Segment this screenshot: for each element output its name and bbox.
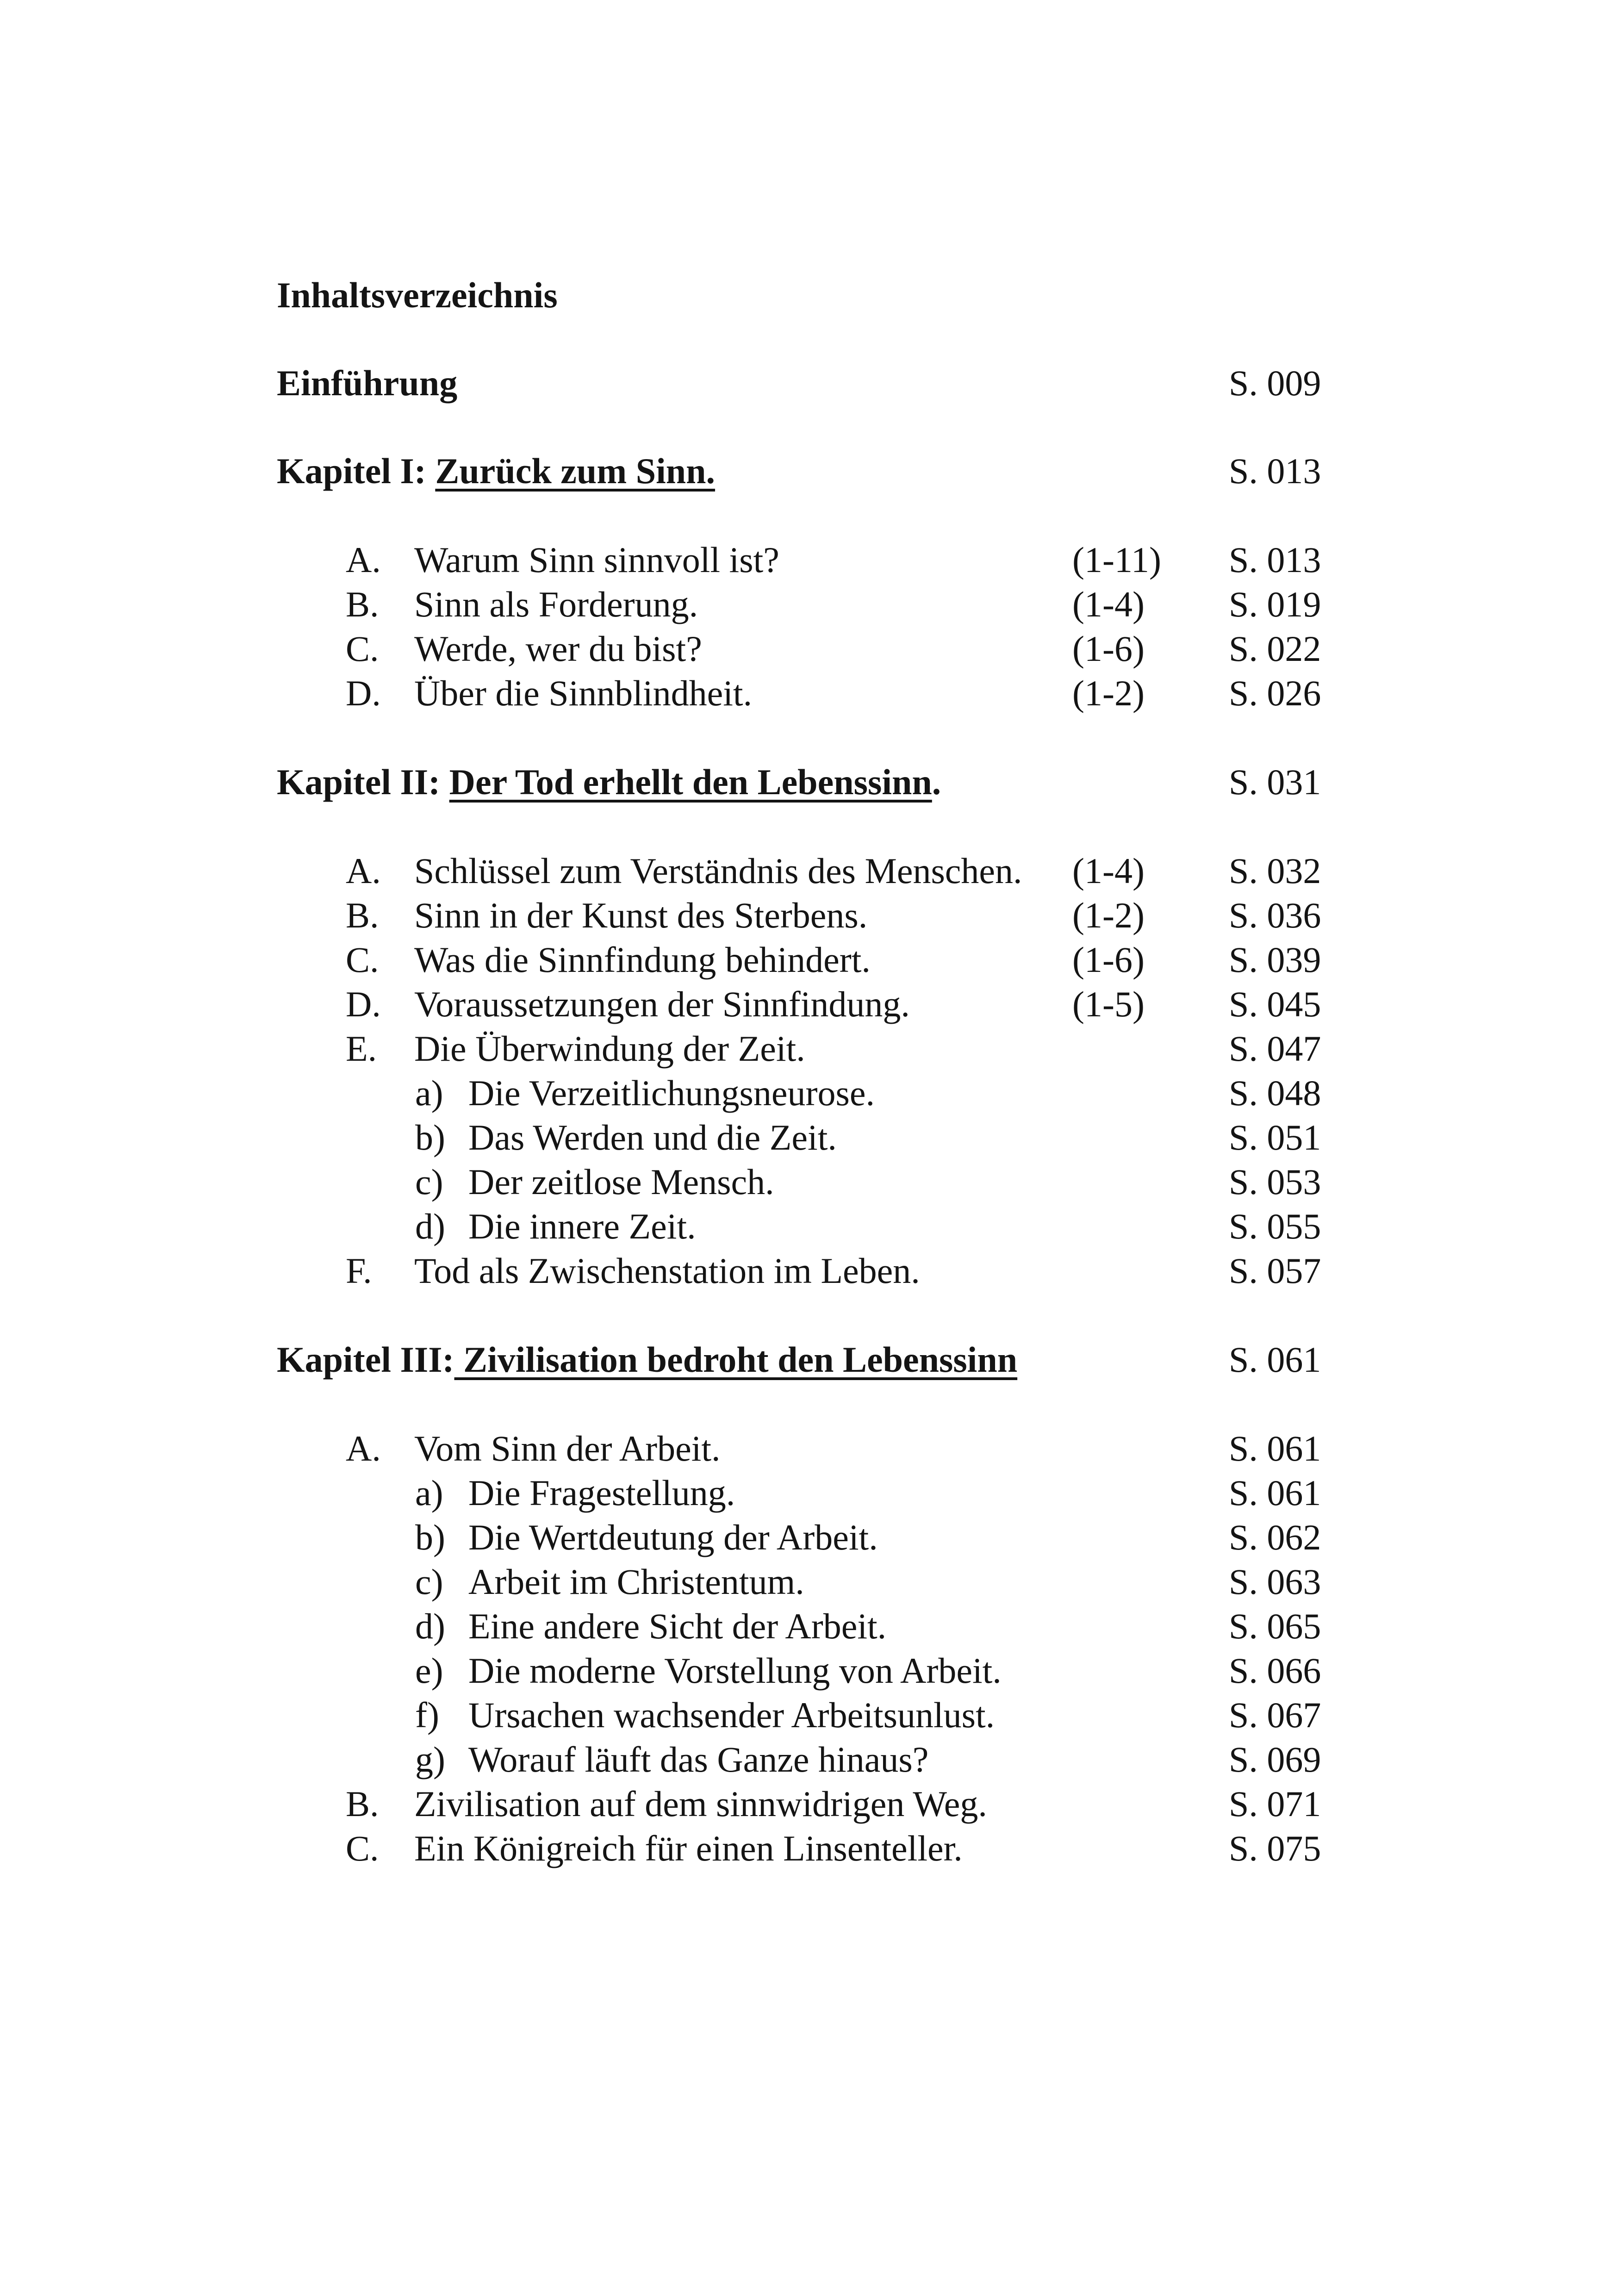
subsection-marker: a) (415, 1073, 443, 1113)
subsection-marker: b) (415, 1517, 445, 1557)
chapter-3-section-c (0, 1826, 1618, 1882)
subsection-page: S. 061 (1229, 1473, 1321, 1513)
section-marker: E. (346, 1028, 377, 1069)
chapter-2-prefix: Kapitel II: (277, 762, 449, 802)
section-page: S. 019 (1229, 584, 1321, 624)
section-marker: D. (346, 984, 381, 1024)
subsection-page: S. 069 (1229, 1739, 1321, 1780)
section-title: Sinn als Forderung. (414, 584, 698, 624)
subsection-title: Die Fragestellung. (468, 1473, 735, 1513)
section-marker: F. (346, 1251, 372, 1291)
section-page: S. 061 (1229, 1428, 1321, 1468)
section-marker: B. (346, 1784, 379, 1824)
chapter-1-heading (0, 449, 1618, 504)
toc-heading: Inhaltsverzeichnis (277, 275, 558, 315)
subsection-marker: d) (415, 1606, 445, 1646)
section-title: Voraussetzungen der Sinnfindung. (414, 984, 910, 1024)
section-page: S. 039 (1229, 940, 1321, 980)
section-marker: C. (346, 1828, 379, 1868)
subsection-marker: c) (415, 1562, 443, 1602)
section-marker: B. (346, 895, 379, 935)
section-marker: D. (346, 673, 381, 713)
section-range: (1-6) (1072, 628, 1145, 669)
section-title: Schlüssel zum Verständnis des Menschen. (414, 851, 1022, 891)
subsection-title: Die moderne Vorstellung von Arbeit. (468, 1650, 1002, 1691)
intro-page: S. 009 (1229, 363, 1321, 403)
intro-title: Einführung (277, 363, 458, 403)
section-range: (1-6) (1072, 940, 1145, 980)
section-title: Sinn in der Kunst des Sterbens. (414, 895, 868, 935)
subsection-marker: f) (415, 1695, 439, 1735)
section-range: (1-2) (1072, 895, 1145, 935)
subsection-marker: d) (415, 1206, 445, 1246)
section-page: S. 047 (1229, 1028, 1321, 1069)
subsection-title: Der zeitlose Mensch. (468, 1162, 774, 1202)
section-title: Was die Sinnfindung behindert. (414, 940, 871, 980)
subsection-title: Worauf läuft das Ganze hinaus? (468, 1739, 929, 1780)
subsection-page: S. 066 (1229, 1650, 1321, 1691)
subsection-page: S. 067 (1229, 1695, 1321, 1735)
toc-heading-line (0, 273, 1618, 329)
subsection-title: Die Verzeitlichungsneurose. (468, 1073, 875, 1113)
section-page: S. 013 (1229, 540, 1321, 580)
section-title: Tod als Zwischenstation im Leben. (414, 1251, 920, 1291)
section-page: S. 045 (1229, 984, 1321, 1024)
section-page: S. 032 (1229, 851, 1321, 891)
chapter-2-page: S. 031 (1229, 762, 1321, 802)
subsection-page: S. 062 (1229, 1517, 1321, 1557)
section-marker: A. (346, 1428, 381, 1468)
section-range: (1-5) (1072, 984, 1145, 1024)
subsection-marker: g) (415, 1739, 445, 1780)
subsection-title: Arbeit im Christentum. (468, 1562, 804, 1602)
section-range: (1-4) (1072, 851, 1145, 891)
subsection-page: S. 055 (1229, 1206, 1321, 1246)
chapter-2-title: Der Tod erhellt den Lebenssinn (449, 762, 932, 802)
subsection-title: Die innere Zeit. (468, 1206, 696, 1246)
section-page: S. 036 (1229, 895, 1321, 935)
section-page: S. 071 (1229, 1784, 1321, 1824)
subsection-marker: b) (415, 1117, 445, 1157)
chapter-3-title: Zivilisation bedroht den Lebenssinn (454, 1339, 1018, 1380)
section-title: Warum Sinn sinnvoll ist? (414, 540, 779, 580)
chapter-2-section-f (0, 1249, 1618, 1304)
chapter-2-suffix: . (932, 762, 941, 802)
subsection-title: Eine andere Sicht der Arbeit. (468, 1606, 887, 1646)
section-page: S. 022 (1229, 628, 1321, 669)
chapter-2-heading (0, 760, 1618, 815)
chapter-1-page: S. 013 (1229, 451, 1321, 491)
subsection-page: S. 063 (1229, 1562, 1321, 1602)
section-range: (1-4) (1072, 584, 1145, 624)
section-page: S. 026 (1229, 673, 1321, 713)
section-marker: A. (346, 851, 381, 891)
section-marker: C. (346, 940, 379, 980)
subsection-marker: e) (415, 1650, 443, 1691)
subsection-title: Die Wertdeutung der Arbeit. (468, 1517, 878, 1557)
section-page: S. 057 (1229, 1251, 1321, 1291)
section-marker: C. (346, 628, 379, 669)
subsection-page: S. 053 (1229, 1162, 1321, 1202)
section-marker: B. (346, 584, 379, 624)
chapter-1-prefix: Kapitel I: (277, 451, 436, 491)
subsection-title: Das Werden und die Zeit. (468, 1117, 837, 1157)
section-title: Werde, wer du bist? (414, 628, 702, 669)
subsection-title: Ursachen wachsender Arbeitsunlust. (468, 1695, 995, 1735)
chapter-3-page: S. 061 (1229, 1339, 1321, 1380)
intro-entry (0, 361, 1618, 417)
chapter-3-heading (0, 1338, 1618, 1393)
chapter-3-prefix: Kapitel III: (277, 1339, 454, 1380)
section-range: (1-2) (1072, 673, 1145, 713)
subsection-marker: c) (415, 1162, 443, 1202)
section-title: Ein Königreich für einen Linsenteller. (414, 1828, 963, 1868)
chapter-1-title: Zurück zum Sinn. (435, 451, 716, 491)
chapter-1-section-d (0, 671, 1618, 727)
subsection-page: S. 048 (1229, 1073, 1321, 1113)
section-page: S. 075 (1229, 1828, 1321, 1868)
section-range: (1-11) (1072, 540, 1162, 580)
subsection-page: S. 051 (1229, 1117, 1321, 1157)
section-title: Über die Sinnblindheit. (414, 673, 753, 713)
subsection-marker: a) (415, 1473, 443, 1513)
subsection-page: S. 065 (1229, 1606, 1321, 1646)
section-marker: A. (346, 540, 381, 580)
section-title: Vom Sinn der Arbeit. (414, 1428, 721, 1468)
section-title: Die Überwindung der Zeit. (414, 1028, 805, 1069)
section-title: Zivilisation auf dem sinnwidrigen Weg. (414, 1784, 987, 1824)
